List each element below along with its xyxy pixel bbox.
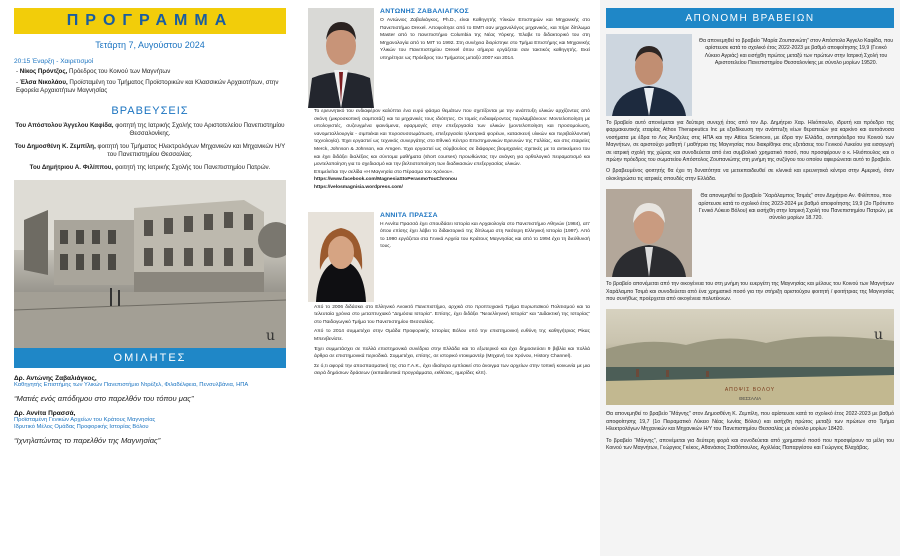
bio-2-name: ΑΝΝΙΤΑ ΠΡΑΣΣΑ — [380, 211, 438, 219]
portrait-zavaliagkos — [308, 8, 374, 108]
speaker-2-talk-title: “Ιχνηλατώντας το παρελθόν της Μαγνησίας” — [14, 435, 161, 445]
speaker-2-name — [14, 410, 286, 417]
award-3-name: Του Δημήτριου Α. Φιλίππου, — [29, 164, 114, 171]
speakers-title: ΟΜΙΛΗΤΕΣ — [113, 352, 187, 364]
greeter-1-name: Νίκος Πρόντζος, — [19, 68, 68, 75]
bio-1-text: Το ερευνητικό του ενδιαφέρον καλύπτει ένα ευρύ φάσμα θεμάτων που σχετίζονται με την ανάπτυξη υλικών αρχίζοντας από σκόνη (μικροσκοπική σαμποτάζ) και τα μηχανικές τους ιδιότητες. Οι τομείς ενδιαφέροντος περιλαμβάνουν: Μοντελοποίηση με υπολογιστές, συζευγμένα φαινόμενα, εφαρμογές στην επεξεργασία των υλικών (μοντελοποίηση και προσομοίωση, νανομεταλλουργία - σιμπιέκαι και πυροσυσσωμάτωση, επεξεργασία ηλεκτρικά φορέων, κατασκευή υλικών και περιβαλλοντική τεχνολογία). Έχει εργαστεί ως τεχνικός συνεργάτης στο Εθνικό Κέντρο Επιστημονικών Ερευνών της Γαλλίας, και στις εταιρείες Merck, Johnson & Johnson, και Amgen. Έχει εργαστεί ως σύμβουλος σε διάφορες βιομηχανίες σχετικές με το αντικείμενο του και έχει διδάξει διαλέξεις και σύντομα μαθήματα (short courses) προωθώντας την ανάγκη για ορθολογικό πειραματισμό και μοντελοποίηση για το σχεδιασμό και την βελτιστοποίηση των διαδικασιών επεξεργασίας υλικών. — [314, 109, 590, 168]
bio-2-text-3: Έχει συμμετάσχει σε πολλά επιστημονικά συνέδρια στην Ελλάδα και το εξωτερικό και έχει δημοσιεύσει 9 βιβλία και πολλά άρθρα σε επιστημονικά περιοδικά. Συμμετέχει, επίσης, σε ιστορικό ντοκιμαντέρ (Μηχανή του Χρόνου, History Channel). — [314, 346, 590, 360]
award-1-intro: Θα απονεμηθεί το βραβείο “Μαρία Ζουπανιώτη” στον Απόστολο Άγγελο Καφίδα, που αρίστευσε κατά το σχολικό έτος 2022-2023 με βαθμό αποφοίτησης 19,9 (Γενικό Λύκειο Αγριάς) και εισήχθη πρώτος μεταξύ των πρώτων στην Ιατρική Σχολή του Αριστοτελείου Πανεπιστημίου Θεσσαλονίκης με σύνολο μορίων 19520. — [698, 38, 894, 67]
awards-heading: ΒΡΑΒΕΥΣΕΙΣ — [111, 105, 189, 117]
award-1-note: Ο βραβευμένος φοιτητής θα έχει τη δυνατότητα να μετεκπαιδευθεί σε κλινικά και ερευνητικά κέντρα στην Αμερική, όταν ολοκληρώσει τις ιατρικές σπουδές στην Ελλάδα. — [606, 168, 894, 182]
bios-column — [300, 0, 600, 556]
bio-2-side-text: Η Αννίτα Πρασσά έχει σπουδάσει Ιστορία και Αρχαιολογία στο Πανεπιστήμιο Αθηνών (1984), απ' όπου επίσης έχει λάβει το διδακτορικό της δίπλωμα στη Νεότερη Ελληνική Ιστορία (1997). Από το 1990 εργάζεται στα Γενικά Αρχεία του Κράτους Μαγνησίας και από το 1994 έχει τη διεύθυνσή τους. — [380, 221, 590, 250]
speakers-banner — [14, 348, 286, 368]
bio-1-side-text: Ο Αντώνιος Ζαβαλιάγκος, Ph.D., είναι Καθηγητής Υλικών Επιστημών και Μηχανικής στο Πανεπιστήμιο Drexel. Αποφοίτησε από το ΕΜΠ σαν μηχανολόγος μηχανικός, και πήρε δίπλωμα Master από το πανεπιστήμιο Columbia της Νέας Υόρκης. Έλαβε το διδακτορικό του στη Μηχανολογία από το MIT το 1992. Στη συνέχεια διορίστηκε στο Τμήμα Επιστήμης και Μηχανικής Υλικών του Πανεπιστημίου Drexel όπου σήμερα εργάζεται σαν τακτικός καθηγητής. Εκεί υπηρέτησε ως Πρόεδρος του Τμήματος μεταξύ 2007 και 2014. — [380, 18, 590, 61]
award-1 — [14, 122, 286, 138]
award-distribution-column — [600, 0, 900, 556]
panorama-caption-main: ΑΠΟΨΙΣ ΒΟΛΟΥ — [724, 387, 776, 394]
distribution-title: ΑΠΟΝΟΜΗ ΒΡΑΒΕΙΩΝ — [685, 12, 815, 24]
award-2-block — [606, 189, 894, 277]
bio-2-header — [308, 212, 590, 302]
award-1-name: Του Απόστολου Άγγελου Καφίδα, — [15, 122, 114, 129]
award-3-text: φοιτητή της Ιατρικής Σχολής του Πανεπιστημίου Πατρών. — [114, 164, 271, 171]
award-2-description: Το βραβείο απονέμεται από την οικογένεια του στη μνήμη του ευεργέτη της Μαγνησίας και μέλους του Κοινού των Μαγνήτων Χαράλαμπο Τσιμά και συνοδεύεται από ένα χρηματικό ποσό για την στήριξη αριστούχου φοιτητή / φοιτήτριας της Μαγνησίας που συνήθως προέρχεται από οικογένεια πολυτέκνων. — [606, 281, 894, 303]
bio-2-side — [374, 212, 590, 302]
portrait-zavaliagkos-illustration — [308, 8, 374, 108]
opening-line — [14, 58, 286, 65]
award-2-intro: Θα απονεμηθεί το βραβείο “Χαράλαμπος Τσιμάς” στον Δημήτριο Αν. Φιλίππου, που αρίστευσε κατά το σχολικό έτος 2023-2024 με βαθμό αποφοίτησης 19,9 (2ο Πρότυπο Γενικό Λύκειο Βόλου) και εισήχθη στην Ιατρική Σχολή του Πανεπιστημίου Πατρών, με σύνολο μορίων 18.720. — [698, 193, 894, 222]
portrait-tsimas — [606, 189, 692, 277]
wordpress-link[interactable]: https://velosmagnisia.wordpress.com/ — [314, 184, 403, 190]
bio-2-text-2: Από το 2014 συμμετέχει στην Ομάδα Προφορικής Ιστορίας Βόλου υπό την επιστημονική ευθύνη της καθηγήτριας Ρίκας Μπενβενίστε. — [314, 329, 590, 342]
event-date: Τετάρτη 7, Αυγούστου 2024 — [95, 40, 205, 50]
greeter-2-name: Έλσα Νικολάου, — [19, 79, 68, 86]
bio-2-text-4: Σε ό,τι αφορά την αποσπασματική της στα Γ.Α.Κ., έχει ιδιαίτερα εμπλακεί στο άνοιγμα των αρχείων στην τοπική κοινωνία με μια σειρά δημόσιων δράσεων (εκπαιδευτικά προγράμματα, εκθέσεις, ημερίδες κλπ). — [314, 363, 590, 377]
greeter-1: - Νίκος Πρόντζος, Πρόεδρος του Κοινού των Μαγνήτων — [16, 68, 171, 75]
speaker-1-talk-title: “Ματιές ενός απόδημου στο παρελθόν του τόπου μας” — [14, 393, 194, 403]
volos-panorama — [606, 309, 894, 405]
award-1-block — [606, 34, 894, 116]
bio-2-text-1: Από το 2006 διδάσκει στο Ελληνικό Ανοικτό Πανεπιστήμιο, αρχικά στο προπτυχιακό Τμήμα Ευρωπαϊκού Πολιτισμού και τα τελευταία χρόνια στο μεταπτυχιακό “Δημόσια Ιστορία”. Επίσης, έχει διδάξει “Νεοελληνική Ιστορία” και “Διδακτική της Ιστορίας” στο Παιδαγωγικό Τμήμα του Πανεπιστημίου Θεσσαλίας. — [314, 304, 590, 325]
greeter-2: - Έλσα Νικολάου, Προϊσταμένη του Τμήματος Προϊστορικών και Κλασσικών Αρχαιοτήτων, στην Εφορεία Αρχαιοτήτων Μαγνησίας — [16, 79, 279, 94]
greeter-2-role: Προϊσταμένη του Τμήματος Προϊστορικών και Κλασσικών Αρχαιοτήτων, στην Εφορεία Αρχαιοτήτων Μαγνησίας — [16, 79, 279, 94]
portrait-iliopoulos — [606, 34, 692, 116]
award-1-description: Το βραβείο αυτό απονέμεται για δεύτερη συνεχή έτος από τον Δρ. Δημήτριο Χαρ. Ηλιόπουλο, ιδρυτή και πρόεδρο της φαρμακευτικής εταιρίας Athos Therapeutics Inc με εξειδίκευση την ανάπτυξη νέων θεραπειών για καρκίνο και αυτοάνοσα νοσήματα με έδρα το Λος Άντζελες στις ΗΠΑ και την Attica Sciences, με έδρα την Ελλάδα, αντιπρόεδρο του Κοινού των Μαγνήτων, σε αριστούχο μαθητή / μαθήτρια της Μαγνησίας που διακρίθηκε στις εξετάσεις του Γενικού Λυκείου για εισαγωγή σε ιατρική σχολή της χώρας και συνοδεύεται από ένα συμβολικό χρηματικό ποσό, που προσφέρουν ο κ. Ηλιόπουλος και ο πρώην πρόεδρος του σωματείου Απόστολος Ζουπανιώτης στη μνήμη της συζύγου του οποίου αφιερώνεται αυτό το βραβείο. — [606, 120, 894, 164]
opening-label: Έναρξη - Χαιρετισμοί — [32, 58, 94, 65]
portrait-tsimas-illustration — [606, 189, 692, 277]
bio-1-side — [374, 8, 590, 108]
award-2-text: φοιτητή του Τμήματος Ηλεκτρολόγων Μηχανικών και Μηχανικών Η/Υ του Πανεπιστημίου Θεσσαλίας. — [97, 143, 286, 158]
speaker-2-role-1: Προϊσταμένη Γενικών Αρχείων του Κράτους Μαγνησίας — [14, 416, 156, 423]
distribution-banner — [606, 8, 894, 28]
opening-time: 20:15 — [14, 58, 31, 65]
speaker-1-name — [14, 375, 286, 382]
speaker-2-name-text: Δρ. Αννίτα Πρασσά, — [14, 409, 76, 417]
program-banner — [14, 8, 286, 34]
svg-text:u: u — [874, 327, 884, 344]
panorama-caption-sub: ΘΕΣΣΑΛΙΑ — [738, 396, 762, 402]
bio-1-name: ΑΝΤΩΝΗΣ ΖΑΒΑΛΙΑΓΚΟΣ — [380, 8, 470, 15]
award-2 — [14, 143, 286, 159]
program-title: ΠΡΟΓΡΑΜΜΑ — [66, 12, 234, 29]
greeter-1-role: Πρόεδρος του Κοινού των Μαγνήτων — [69, 68, 171, 75]
bio-1-header — [308, 8, 590, 108]
speaker-2-role-2: Ιδρυτικό Μέλος Ομάδας Προφορικής Ιστορίας Βόλου — [14, 424, 149, 430]
historic-street-photo — [14, 180, 286, 348]
program-column — [0, 0, 300, 556]
historic-street-illustration — [14, 180, 286, 348]
bio-1-links-intro: Επιμελείται την σελίδα «Η Μαγνησία στο Πέρασμα του Χρόνου». — [314, 169, 454, 175]
speaker-1-name-text: Δρ. Αντώνης Ζαβαλιάγκος, — [14, 375, 97, 382]
svg-text:u: u — [266, 328, 276, 344]
speaker-1-role: Καθηγητής Επιστήμης των Υλικών Πανεπιστήμιο Ντρέξελ, Φιλαδέλφεια, Πενσυλβάνια, ΗΠΑ — [14, 382, 249, 388]
portrait-prassa — [308, 212, 374, 302]
award-3-intro: Θα απονεμηθεί το βραβείο “Μάγνης” στον Δημοσθένη Κ. Ζεμπίλη, που αρίστευσε κατά το σχολικό έτος 2022-2023 με βαθμό αποφοίτησης 19,7 (1ο Πειραματικό Λύκειο Νέας Ιωνίας Βόλου) και εισήχθη πρώτος μεταξύ των πρώτων στο Τμήμα Ηλεκτρολόγων Μηχανικών και Μηχανικών Η/Υ του Πανεπιστημίου Θεσσαλίας με σύνολο μορίων 18420. — [606, 411, 894, 433]
portrait-prassa-illustration — [308, 212, 374, 302]
award-1-text: φοιτητή της Ιατρικής Σχολής του Αριστοτελείου Πανεπιστημίου Θεσσαλονίκης. — [115, 122, 285, 137]
award-3 — [14, 164, 286, 172]
facebook-link[interactable]: https://www.facebook.com/MagnesiaStoPerasmoTouChronou — [314, 177, 457, 183]
award-3-description: Το βραβείο “Μάγνης”, απονέμεται για δεύτερη φορά και συνοδεύεται από χρηματικό ποσό που προσφέρουν τα μέλη του Κοινού των Μαγνήτων, Γεώργιος Γκέκος, Αθανάσιος Σταθόπουλος, Αχιλλέας Παπαργέσου και Γεώργιος Βλαχάβας. — [606, 437, 894, 452]
portrait-iliopoulos-illustration — [606, 34, 692, 116]
award-2-name: Του Δημοσθένη Κ. Ζεμπίλη, — [14, 143, 96, 150]
